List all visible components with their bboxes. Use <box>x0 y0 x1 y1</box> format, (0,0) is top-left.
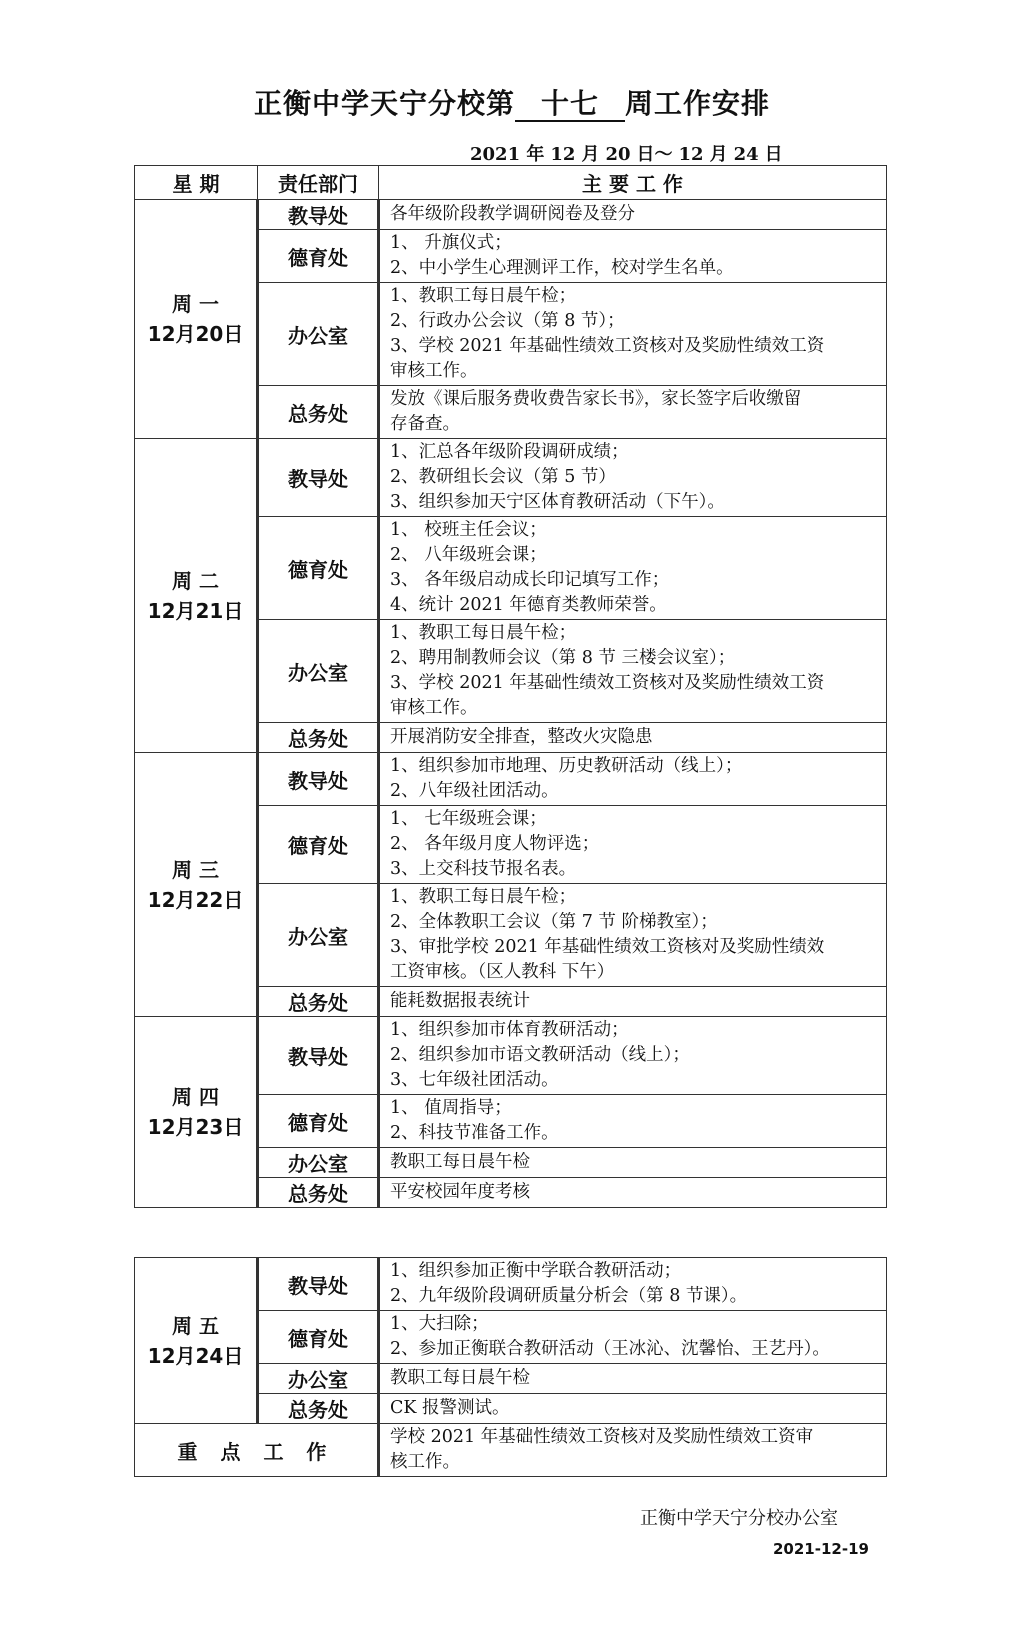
work-cell <box>379 1394 887 1424</box>
weekday-name: 周 四 <box>172 1085 219 1109</box>
dept-cell: 教导处 <box>258 1258 379 1311</box>
work-cell <box>379 620 887 723</box>
table-header <box>135 166 887 200</box>
day-char-2: 日 <box>764 144 783 165</box>
work-cell <box>379 283 887 386</box>
work-line: 2、组织参加市语文教研活动（线上）； <box>390 1045 690 1065</box>
week-number: 十七 <box>515 88 625 122</box>
work-line: 1、汇总各年级阶段调研成绩； <box>390 442 629 462</box>
weekday-date: 12月22日 <box>147 887 244 912</box>
weekday-cell <box>135 1017 258 1208</box>
work-line: 2、教研组长会议（第 5 节） <box>390 467 616 487</box>
start-day: 20 <box>599 145 636 166</box>
dept-cell: 德育处 <box>258 806 379 884</box>
dept-cell: 教导处 <box>258 439 379 517</box>
work-line: 1、 校班主任会议； <box>390 520 547 540</box>
work-line: 工资审核。（区人教科 下午） <box>390 962 615 982</box>
weekday-cell <box>135 753 258 1017</box>
work-line: 3、学校 2021 年基础性绩效工资核对及奖励性绩效工资 <box>390 673 825 693</box>
header-work: 主 要 工 作 <box>379 166 887 200</box>
work-line: 平安校园年度考核 <box>390 1182 530 1202</box>
work-line: 2、中小学生心理测评工作，校对学生名单。 <box>390 258 734 278</box>
dept-cell: 办公室 <box>258 1148 379 1178</box>
work-cell <box>379 230 887 283</box>
weekday-name: 周 五 <box>172 1313 219 1338</box>
weekday-date: 12月20日 <box>147 322 244 346</box>
weekday-name: 周 二 <box>172 568 219 593</box>
work-line: 1、 升旗仪式； <box>390 233 512 253</box>
work-line: 2、全体教职工会议（第 7 节 阶梯教室）； <box>390 912 718 932</box>
work-line: 2、科技节准备工作。 <box>390 1123 559 1143</box>
dept-cell: 德育处 <box>258 517 379 620</box>
dept-cell: 办公室 <box>258 884 379 987</box>
work-line: 1、 七年级班会课； <box>390 809 547 829</box>
table-row <box>135 753 887 806</box>
page-title <box>0 82 1024 122</box>
key-work-cell <box>379 1424 887 1477</box>
table-row <box>135 200 887 230</box>
work-cell <box>379 884 887 987</box>
weekday-date: 12月21日 <box>147 598 244 623</box>
work-cell <box>379 806 887 884</box>
work-line: 2、八年级社团活动。 <box>390 781 559 801</box>
dept-cell: 总务处 <box>258 1178 379 1208</box>
end-month: 12 <box>673 145 710 166</box>
weekday-cell <box>135 200 258 439</box>
work-line: 审核工作。 <box>390 698 478 718</box>
work-line: 核工作。 <box>390 1452 460 1472</box>
dept-cell: 德育处 <box>258 230 379 283</box>
dept-cell: 总务处 <box>258 723 379 753</box>
work-line: 1、组织参加市体育教研活动； <box>390 1020 629 1040</box>
work-line: CK 报警测试。 <box>390 1398 510 1418</box>
work-line: 学校 2021 年基础性绩效工资核对及奖励性绩效工资审 <box>390 1427 814 1447</box>
work-cell <box>379 1364 887 1394</box>
dept-cell: 教导处 <box>258 200 379 230</box>
weekday-date: 12月24日 <box>147 1343 244 1368</box>
work-line: 教职工每日晨午检 <box>390 1368 530 1388</box>
table-row <box>135 439 887 517</box>
work-line: 2、行政办公会议（第 8 节）； <box>390 311 625 331</box>
work-line: 2、聘用制教师会议（第 8 节 三楼会议室）； <box>390 648 736 668</box>
work-cell <box>379 1258 887 1311</box>
dept-cell: 办公室 <box>258 283 379 386</box>
dept-cell: 办公室 <box>258 620 379 723</box>
work-cell <box>379 987 887 1017</box>
work-line: 开展消防安全排查，整改火灾隐患 <box>390 727 653 747</box>
schedule-table-continued <box>134 1257 887 1477</box>
work-cell <box>379 1017 887 1095</box>
header-dept: 责任部门 <box>258 166 379 200</box>
work-line: 1、 值周指导； <box>390 1098 512 1118</box>
work-cell <box>379 723 887 753</box>
work-line: 1、大扫除； <box>390 1314 489 1334</box>
title-suffix: 周工作安排 <box>625 87 771 120</box>
weekday-cell <box>135 1258 258 1424</box>
work-line: 3、上交科技节报名表。 <box>390 859 577 879</box>
month-char-2: 月 <box>709 144 728 165</box>
work-cell <box>379 1178 887 1208</box>
weekday-date: 12月23日 <box>147 1115 244 1139</box>
work-cell <box>379 753 887 806</box>
work-line: 审核工作。 <box>390 361 478 381</box>
work-line: 1、教职工每日晨午检； <box>390 623 577 643</box>
work-line: 1、组织参加市地理、历史教研活动（线上）； <box>390 756 743 776</box>
start-month: 12 <box>544 145 581 166</box>
work-line: 2、 八年级班会课； <box>390 545 547 565</box>
date-range <box>470 140 783 166</box>
year: 2021 <box>470 144 521 165</box>
dept-cell: 德育处 <box>258 1311 379 1364</box>
dept-cell: 总务处 <box>258 1394 379 1424</box>
dept-cell: 教导处 <box>258 753 379 806</box>
work-line: 1、组织参加正衡中学联合教研活动； <box>390 1261 682 1281</box>
end-day: 24 <box>728 145 765 166</box>
month-char-1: 月 <box>581 144 600 165</box>
header-weekday: 星 期 <box>135 166 258 200</box>
work-line: 1、教职工每日晨午检； <box>390 286 577 306</box>
title-prefix: 正衡中学天宁分校第 <box>253 87 515 120</box>
work-line: 2、 各年级月度人物评选； <box>390 834 600 854</box>
work-line: 4、统计 2021 年德育类教师荣誉。 <box>390 595 667 615</box>
work-line: 3、审批学校 2021 年基础性绩效工资核对及奖励性绩效 <box>390 937 825 957</box>
schedule-table <box>134 165 887 1208</box>
work-line: 3、学校 2021 年基础性绩效工资核对及奖励性绩效工资 <box>390 336 825 356</box>
year-char: 年 <box>526 144 545 165</box>
dept-cell: 德育处 <box>258 1095 379 1148</box>
work-cell <box>379 386 887 439</box>
work-cell <box>379 1311 887 1364</box>
work-line: 3、组织参加天宁区体育教研活动（下午）。 <box>390 492 725 512</box>
key-work-row <box>135 1424 887 1477</box>
work-line: 3、 各年级启动成长印记填写工作； <box>390 570 670 590</box>
issue-date: 2021-12-19 <box>773 1540 869 1558</box>
work-line: 3、七年级社团活动。 <box>390 1070 559 1090</box>
work-line: 能耗数据报表统计 <box>390 991 530 1011</box>
work-line: 存备查。 <box>390 414 460 434</box>
work-line: 2、参加正衡联合教研活动（王冰沁、沈馨怡、王艺丹）。 <box>390 1339 830 1359</box>
work-line: 1、教职工每日晨午检； <box>390 887 577 907</box>
dept-cell: 教导处 <box>258 1017 379 1095</box>
work-line: 各年级阶段教学调研阅卷及登分 <box>390 204 635 224</box>
work-line: 发放《课后服务费收费告家长书》，家长签字后收缴留 <box>390 389 802 409</box>
weekday-cell <box>135 439 258 753</box>
dept-cell: 总务处 <box>258 386 379 439</box>
table-row <box>135 1017 887 1095</box>
work-cell <box>379 200 887 230</box>
work-cell <box>379 517 887 620</box>
key-work-label: 重 点 工 作 <box>135 1424 379 1477</box>
dept-cell: 办公室 <box>258 1364 379 1394</box>
dept-cell: 总务处 <box>258 987 379 1017</box>
weekday-name: 周 三 <box>172 857 219 882</box>
day-char-1: 日～ <box>636 144 673 165</box>
weekday-name: 周 一 <box>172 292 219 316</box>
work-line: 2、九年级阶段调研质量分析会（第 8 节课）。 <box>390 1286 748 1306</box>
work-line: 教职工每日晨午检 <box>390 1152 530 1172</box>
work-cell <box>379 1095 887 1148</box>
work-cell <box>379 439 887 517</box>
issuing-office: 正衡中学天宁分校办公室 <box>640 1508 838 1529</box>
work-cell <box>379 1148 887 1178</box>
table-row <box>135 1258 887 1311</box>
